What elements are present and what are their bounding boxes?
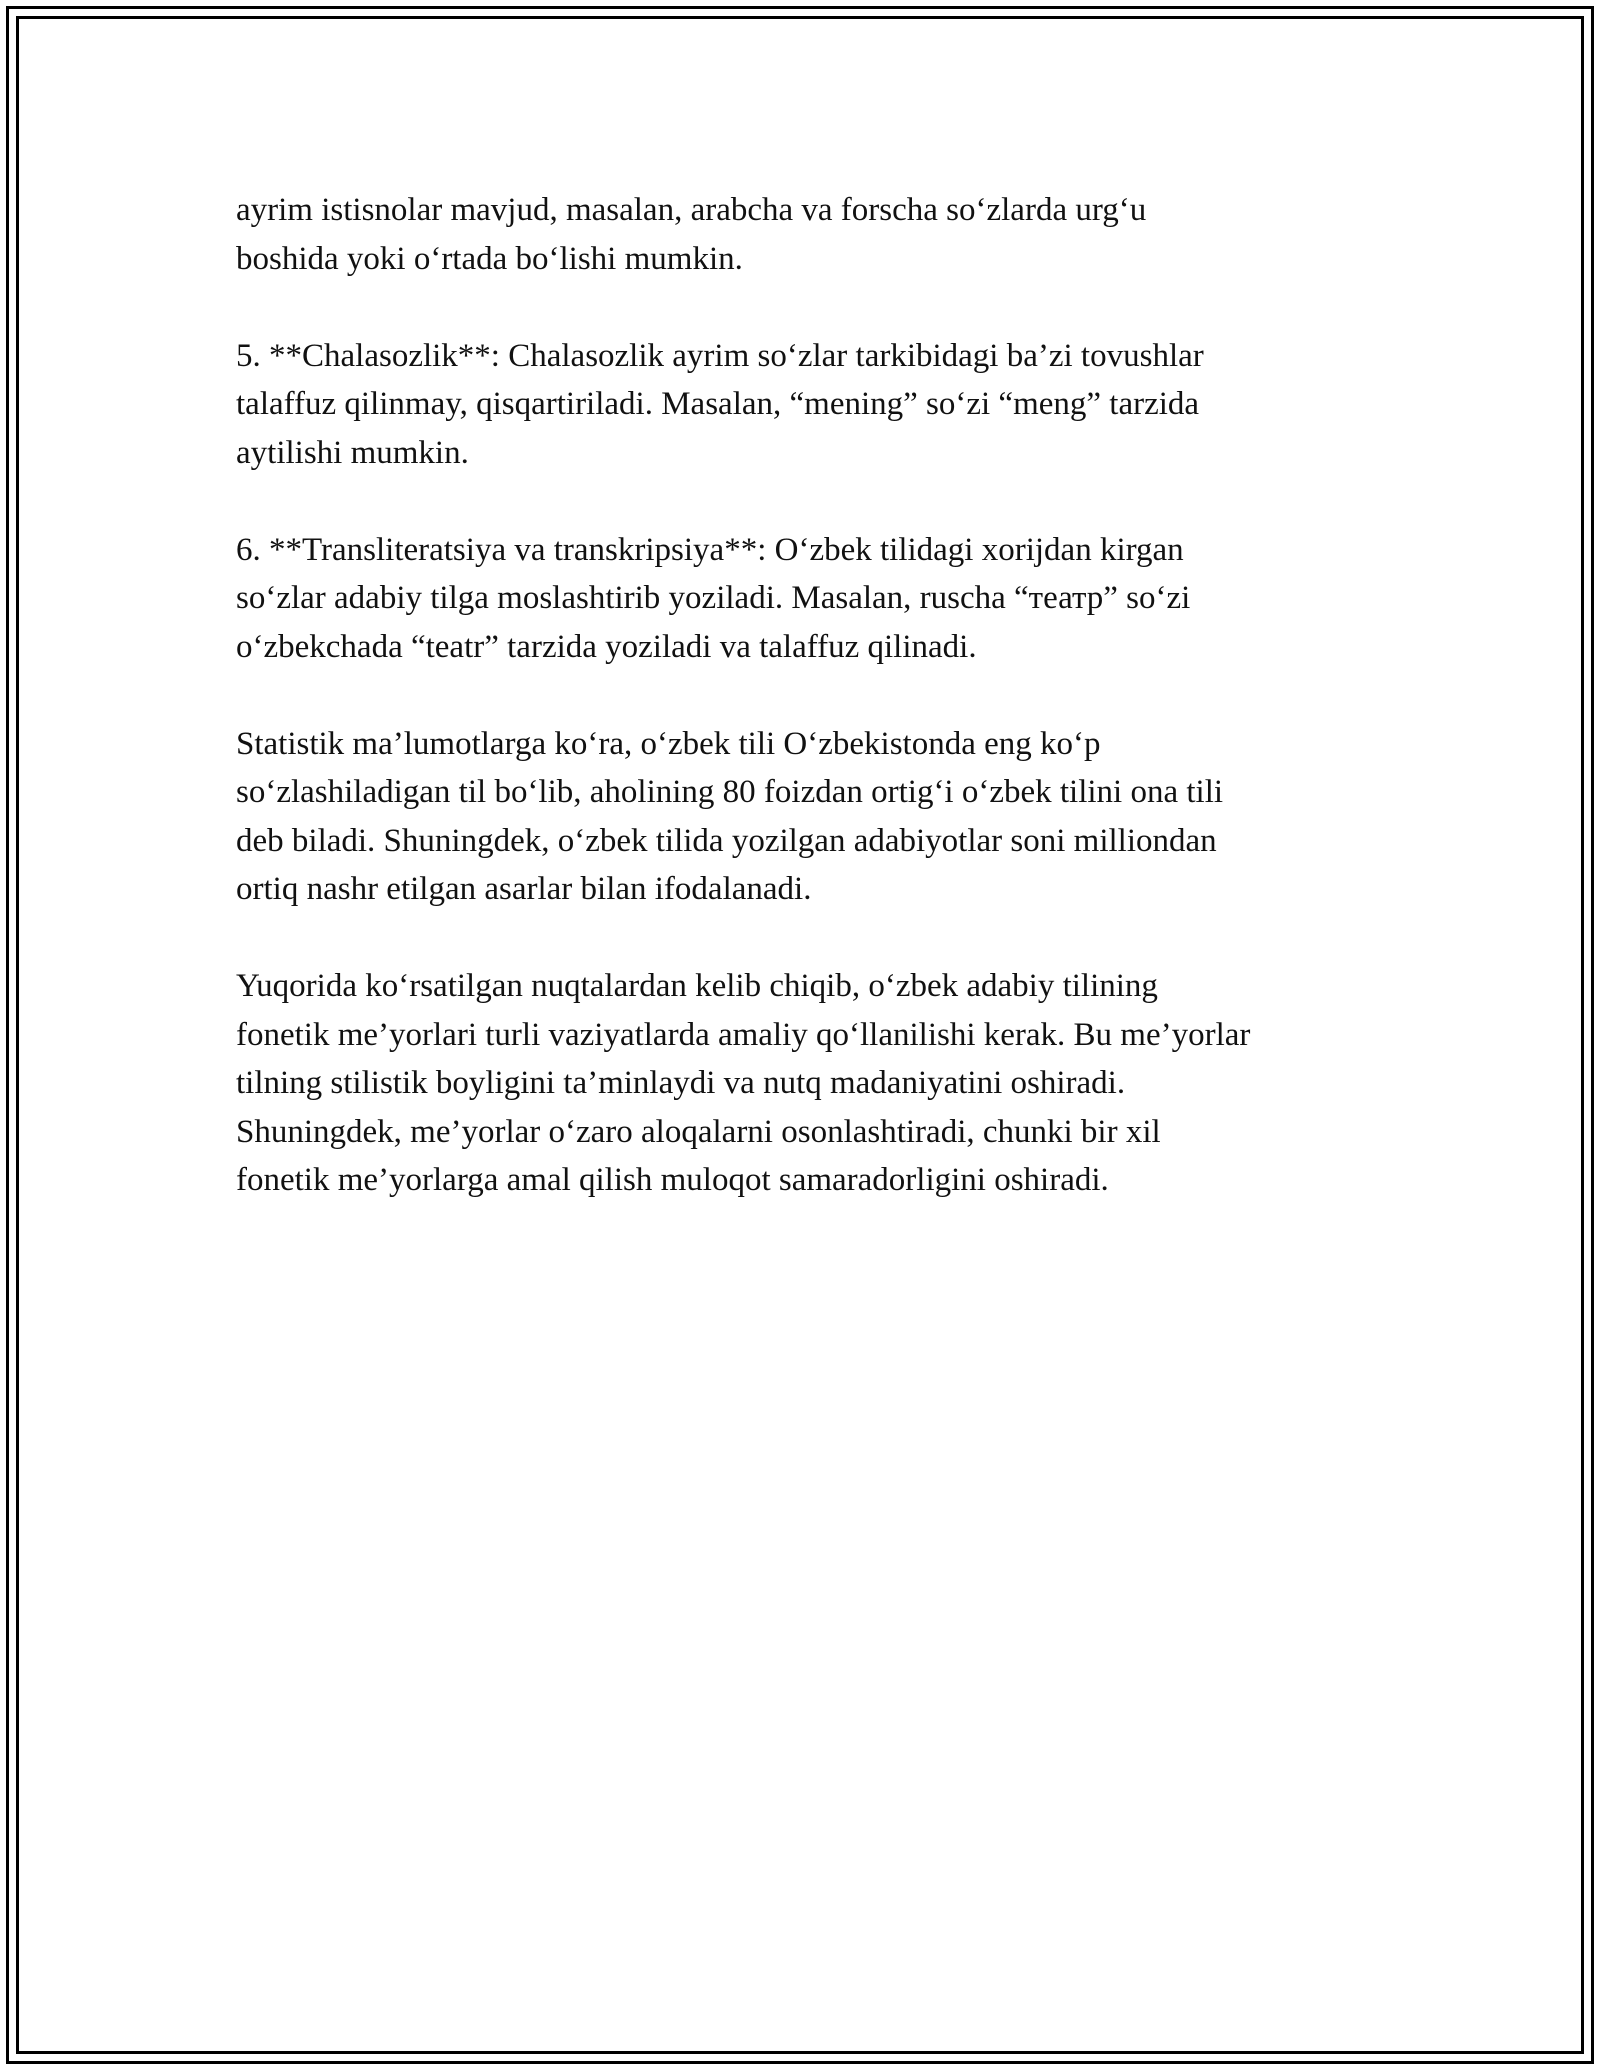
- text-line: talaffuz qilinmay, qisqartiriladi. Masalan, “mening” so‘zi “meng” tarzida: [236, 386, 1200, 422]
- text-line: tilning stilistik boyligini ta’minlaydi va nutq madaniyatini oshiradi.: [236, 1065, 1126, 1101]
- paragraph-chalasozlik: [236, 332, 1376, 478]
- text-line: ayrim istisnolar mavjud, masalan, arabcha va forscha so‘zlarda urg‘u: [236, 192, 1147, 228]
- text-line: fonetik me’yorlari turli vaziyatlarda amaliy qo‘llanilishi kerak. Bu me’yorlar: [236, 1016, 1251, 1053]
- document-body: [236, 186, 1376, 1253]
- paragraph-transliteration: [236, 526, 1376, 672]
- text-line: Yuqorida ko‘rsatilgan nuqtalardan kelib chiqib, o‘zbek adabiy tilining: [236, 968, 1158, 1004]
- text-line: boshida yoki o‘rtada bo‘lishi mumkin.: [236, 240, 743, 277]
- paragraph-stress-exceptions: [236, 186, 1376, 283]
- text-line: ortiq nashr etilgan asarlar bilan ifodalanadi.: [236, 871, 812, 907]
- text-line: Shuningdek, me’yorlar o‘zaro aloqalarni osonlashtiradi, chunki bir xil: [236, 1113, 1161, 1150]
- text-line: 5. **Chalasozlik**: Chalasozlik ayrim so‘zlar tarkibidagi ba’zi tovushlar: [236, 337, 1204, 374]
- text-line: so‘zlashiladigan til bo‘lib, aholining 80 foizdan ortig‘i o‘zbek tilini ona tili: [236, 774, 1224, 810]
- text-line: aytilishi mumkin.: [236, 434, 469, 471]
- paragraph-conclusion: [236, 962, 1376, 1205]
- text-line: Statistik ma’lumotlarga ko‘ra, o‘zbek tili O‘zbekistonda eng ko‘p: [236, 725, 1101, 762]
- text-line: deb biladi. Shuningdek, o‘zbek tilida yozilgan adabiyotlar soni milliondan: [236, 822, 1217, 859]
- paragraph-statistics: [236, 720, 1376, 914]
- text-line: fonetik me’yorlarga amal qilish muloqot samaradorligini oshiradi.: [236, 1162, 1109, 1198]
- text-line: so‘zlar adabiy tilga moslashtirib yoziladi. Masalan, ruscha “театр” so‘zi: [236, 580, 1191, 616]
- text-line: 6. **Transliteratsiya va transkripsiya**: O‘zbek tilidagi xorijdan kirgan: [236, 531, 1184, 568]
- text-line: o‘zbekchada “teatr” tarzida yoziladi va talaffuz qilinadi.: [236, 628, 977, 665]
